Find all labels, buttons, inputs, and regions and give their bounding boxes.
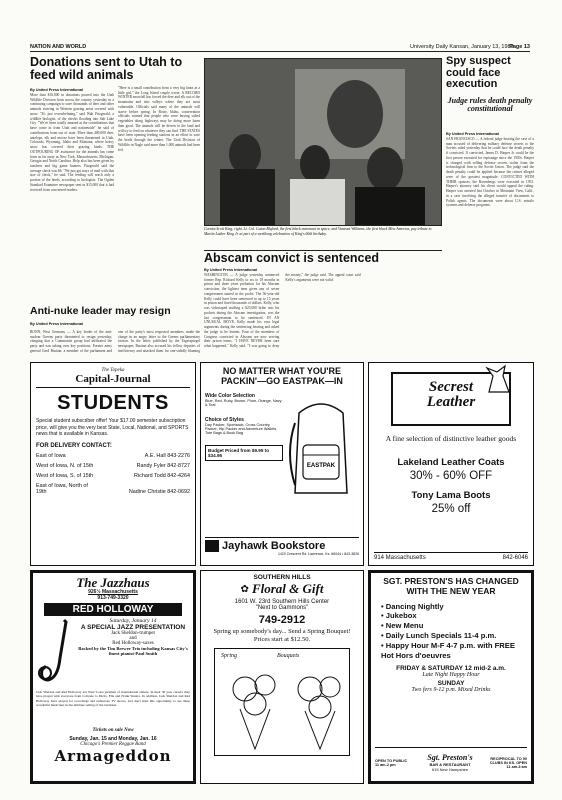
utah-body-cont: "Here is a small contribution from a very big heart at a little girl," the Long Island couple wrote. A RECORD WINTER snowfall has forced the deer and elk out of the mountains and into valleys where they are most vulnerable. Officials said many of the animals will starve before spring. In Boise, Idaho, conservation officials warned that people who were buying salted vegetables along highways may be doing more harm than good. The animals will be driven to the land and will try to feed on whatever they can find. THE STATES have been opening feeding stations in an effort to save the herds through the winter. The Utah Division of Wildlife in Nagle said more than 1,000 animals had been fed. — [118, 86, 200, 152]
jazzhaus-line3: Red Holloway-saxes — [112, 641, 154, 647]
preston-open-right: RECIPROCAL TO 90 CLUBS IN KS. OPEN 11 am-3 am — [489, 756, 527, 769]
jazzhaus-date1: Saturday, January 14 — [109, 618, 157, 624]
bullet-icon: • — [381, 621, 386, 631]
jazzhaus-band: Armageddon — [54, 747, 172, 765]
preston-title: SGT. PRESTON'S HAS CHANGED WITH THE NEW YEAR — [383, 576, 519, 596]
capital-contact-name: Nadine Christie 842-0692 — [128, 488, 190, 495]
capital-body: Special student subscriber offer! Your $17.00 semester subscription price, will give you the very best State, Local, National, and SPORTS news that is available in Kansas. — [36, 418, 189, 437]
capital-contact-row — [36, 463, 190, 469]
bullet-icon: • — [381, 611, 386, 621]
preston-item — [375, 621, 527, 631]
bullet-icon: • — [381, 631, 386, 641]
preston-logo-sub: BAR & RESTAURANT — [429, 762, 471, 767]
capital-contact-row — [36, 483, 190, 495]
abscam-story — [204, 266, 442, 356]
photo-caption-text: Coretta Scott King, right, Lt. Col. Guion Bluford, the first black astronaut in space, and Vanessa Williams, the first black Miss America, pay tribute to Martin Luther King Jr. at part of a weeklong celebration of King's 60th birthday. — [204, 227, 432, 236]
spy-story — [446, 130, 534, 356]
secrest-line4: 25% off — [431, 503, 471, 515]
secrest-line2: 30% - 60% OFF — [409, 470, 493, 482]
capital-contact-name: A.E. Hall 843-2276 — [144, 452, 190, 459]
secrest-logo — [391, 372, 511, 426]
capital-contacts — [36, 453, 190, 495]
secrest-logo1: Secrest — [428, 379, 474, 395]
spy-headline: Spy suspect could face execution — [446, 56, 511, 91]
florist-store: SOUTHERN HILLS — [253, 574, 311, 581]
paper-info: University Daily Kansan, January 13, 1989 — [410, 44, 514, 50]
preston-item — [375, 641, 527, 661]
florist-promo: Spring up somebody's day... Send a Spring Bouquet! Prices start at $12.50. — [213, 628, 351, 644]
section-label: NATION AND WORLD — [30, 44, 87, 50]
antinuke-headline: Anti-nuke leader may resign — [30, 306, 171, 317]
tribute-photo — [204, 58, 442, 226]
jayhawk-item2-title: Choice of Styles — [205, 416, 244, 423]
secrest-line1: Lakeland Leather Coats — [397, 457, 505, 468]
utah-column-2 — [118, 86, 200, 328]
florist-logo: Floral & Gift — [251, 581, 324, 596]
preston-item — [375, 602, 527, 612]
preston-friday-sub: Late Night Happy Hour — [422, 671, 480, 678]
abscam-byline: By United Press International — [204, 268, 257, 272]
unicorn-icon — [485, 364, 511, 394]
jazzhaus-body: Jack Sheldon and Red Holloway are West Coast jazzmen of international stature. In their 30 year careers they have played with everyone from Coltrane to Dizzy, Ella and Frank Sinatra. In addition, Jack Sheldon and Red Holloway have played for recordings and numerous TV shows, and don't miss this opportunity to see these wonderful musicians in the intimate setting of the Jazzhaus. — [36, 690, 190, 708]
preston-open-left: OPEN TO PUBLIC 11 am-2 pm — [375, 758, 408, 767]
florist-address: 1601 W. 23rd Southern Hills Center — [234, 599, 330, 605]
antinuke-headline-block — [30, 306, 200, 318]
jayhawk-item1-title: Wide Color Selection — [205, 392, 255, 399]
backpack-illustration — [283, 393, 359, 501]
bullet-icon: • — [381, 640, 386, 650]
secrest-phone: 842-6046 — [502, 555, 528, 561]
utah-byline: By United Press International — [30, 88, 83, 92]
capital-logo-small: The Topeka — [101, 368, 125, 373]
jayhawk-item1-text: Blue, Red, Ruby, Brown, Plum, Orange, Navy & Teal — [205, 398, 282, 407]
preston-item-text: Jukebox — [385, 611, 417, 621]
jayhawk-store: Jayhawk Bookstore — [222, 540, 326, 552]
preston-footer — [375, 747, 527, 777]
backpack-label: EASTPAK — [306, 462, 336, 469]
florist-label2: Bouquets — [277, 653, 300, 660]
preston-item-text: Happy Hour M-F 4-7 p.m. with FREE Hot Hors d'oeuvres — [381, 640, 515, 660]
page-header — [30, 44, 530, 52]
preston-item-text: Dancing Nightly — [385, 601, 444, 611]
preston-friday: FRIDAY & SATURDAY 12 mid-2 a.m. — [396, 664, 506, 672]
utah-body: More than $16,000 in donations poured into the Utah Wildlife Division from across the country yesterday in a continuing campaign to save thousands of deer and other animals starving in Western grazing areas covered with snow. "It's just overwhelming," said Walt Fitzgerald, a wildlife biologist, of the checks flooding into Salt Lake City. "We've been totally amazed at the contributions that have come in from Utah and nationwide" he said of contributions from out of state. More than 400,000 deer, antelope, elk and moose have been threatened in Utah, Colorado, Wyoming, Idaho and Montana, where heavy snow has covered their grazing lands. THE OUTPOURING OF assistance for the animals has come from as far away as New York, Massachusetts, Michigan, Georgia and North Carolina. Help also has been given by ranchers and big game hunters. Fitzgerald said the average check was $6. "We just got trays of mail with that size of check," he said. The feeding will reach only a portion of the herds, according to biologists. The Ogden Standard Examiner newspaper sent in $15,000 that it had received from concerned readers. — [30, 93, 114, 192]
capital-journal-ad — [30, 362, 196, 566]
utah-headline-block — [30, 56, 198, 84]
spy-body: SAN FRANCISCO — A federal judge hearing the case of a man accused of delivering military defense secrets to the Soviets ruled yesterday that he could face the death penalty if convicted. If convicted, James D. Harper Jr. could be the first person executed for espionage since the 1950s. Harper is charged with selling defense secrets stolen from the technological firm to the Soviet Union. The judge said the death penalty could be applied because the crimes alleged were of the greatest magnitude. CONVICTED WITH THEIR spouses, the Rosenbergs were executed in 1953. Harper's attorney said his client would appeal the ruling. Harper was arrested last October in Mountain View, Calif., in a case involving the alleged transfer of documents to Polish agents. The documents were about U.S. missile systems and defense programs. — [446, 137, 534, 208]
spy-byline: By United Press International — [446, 132, 499, 136]
spy-subhead: Judge rules death penalty constitutional — [447, 95, 533, 114]
secrest-footer — [374, 552, 528, 561]
jazzhaus-act: RED HOLLOWAY — [44, 603, 182, 616]
capital-delivery-title: FOR DELIVERY CONTACT: — [36, 442, 112, 449]
secrest-logo2: Leather — [426, 394, 476, 410]
bouquet-icon — [215, 649, 357, 755]
photo-image — [205, 59, 442, 226]
utah-column-1 — [30, 86, 114, 302]
preston-items — [375, 602, 527, 661]
photo-caption — [204, 227, 442, 245]
jazzhaus-phone: 913-749-3320 — [97, 595, 129, 601]
jazzhaus-line1: Jack Sheldon-trumpet — [111, 631, 155, 637]
florist-ad — [200, 570, 364, 784]
jazzhaus-band-intro: Chicago's Premier Reggae Band — [80, 742, 146, 747]
capital-logo-big: Capital-Journal — [75, 373, 151, 385]
saxophone-icon — [36, 618, 76, 688]
jayhawk-address: 1420 Crescent Rd. Lawrence, Ks. 66044 • 843-3826 — [278, 552, 359, 556]
capital-contact-name: Randy Fyler 842-8727 — [136, 462, 190, 469]
jazzhaus-line2: and — [129, 636, 137, 642]
jazzhaus-address: 926½ Massachusetts — [88, 589, 138, 595]
jazzhaus-line4: Backed by the Tim Brewer Trio including Kansas City's finest pianist-Paul Smith — [78, 646, 188, 657]
jazzhaus-date2: Sunday, Jan. 15 and Monday, Jan. 16 — [69, 736, 157, 742]
preston-sunday: SUNDAY — [437, 679, 465, 687]
preston-item — [375, 611, 527, 621]
capital-headline: STUDENTS — [57, 392, 169, 414]
antinuke-byline: By United Press International — [30, 322, 83, 326]
antinuke-body: BONN, West Germany — A key leader of the anti-nuclear Greens party threatened to resign yesterday, charging that a Communist group had infiltrated the party and was taking over key positions. Former army general Gerd Bastian, a member of the parliament and one of the party's most respected members, made the charge in an angry letter to the Greens parliamentary faction. In the letter, published by the Tagesspiegel newspaper, Bastian also accused his fellow deputies of inefficiency and attacked them for one-sidedly blaming — [30, 330, 200, 353]
jayhawk-headline: NO MATTER WHAT YOU'RE PACKIN'—GO EASTPAK—IN — [221, 366, 343, 386]
preston-item — [375, 631, 527, 641]
jazzhaus-name: The Jazzhaus — [76, 575, 150, 590]
secrest-address: 914 Massachusetts — [374, 555, 426, 561]
capital-contact-name: Richard Todd 842-4264 — [134, 472, 190, 479]
capital-contact-row — [36, 473, 190, 479]
jazzhaus-ad — [30, 570, 196, 784]
preston-logo: Sgt. Preston's — [427, 753, 473, 762]
abscam-headline-block — [204, 250, 442, 264]
jayhawk-footer — [205, 537, 359, 561]
utah-headline: Donations sent to Utah to feed wild animals — [30, 56, 183, 83]
jazzhaus-special: A SPECIAL JAZZ PRESENTATION — [80, 624, 186, 631]
preston-sunday-sub: Two fers 9-12 p.m. Mixed Drinks — [411, 686, 491, 693]
jayhawk-item3: Budget Priced from $9.95 to $34.95 — [205, 445, 283, 461]
capital-contact-row — [36, 453, 190, 459]
capital-contact-area: East of Iowa — [36, 452, 66, 459]
secrest-tagline: A fine selection of distinctive leather goods — [385, 434, 517, 443]
abscam-body: WASHINGTON — A judge yesterday sentenced former Rep. Richard Kelly to six to 18 months in prison and three years probation for his Abscam conviction, the lightest term given any of seven congressmen snared in the probe. The 56-year-old Kelly could have been sentenced to up to 15 years in prison and fined thousands of dollars. Kelly, who was videotaped stuffing a $25,000 bribe into his pockets during the Abscam investigation, was the last congressman to be sentenced. IN AN UNUSUAL MOVE, Kelly made his own legal arguments during the sentencing hearing and asked the judge to be lenient. Four of the members of Congress convicted in Abscam are now serving their prison terms. "I HAVE NEVER been sure what happened," Kelly said. "I was going to deny the money," the judge said. The appeal court said Kelly's arguments were not valid. — [204, 273, 361, 349]
florist-label1: Spring — [221, 653, 238, 660]
capital-contact-area: West of Iowa, N. of 15th — [36, 462, 94, 469]
jayhawk-logo-icon — [205, 540, 219, 552]
backpack-icon — [285, 393, 357, 501]
abscam-headline: Abscam convict is sentenced — [204, 251, 380, 264]
preston-item-text: Daily Lunch Specials 11-4 p.m. — [385, 631, 497, 641]
capital-contact-area: East of Iowa, North of 19th — [36, 482, 88, 495]
flower-icon: ✿ — [240, 583, 249, 595]
capital-contact-area: West of Iowa, S. of 15th — [36, 472, 94, 479]
florist-phone: 749-2912 — [258, 614, 306, 626]
secrest-ad — [368, 362, 534, 566]
page-number: Page 13 — [509, 44, 530, 50]
capital-logo — [36, 368, 190, 388]
jayhawk-ad — [200, 362, 364, 566]
bullet-icon: • — [381, 601, 386, 611]
spy-headline-block — [446, 56, 534, 134]
preston-item-text: New Menu — [385, 621, 424, 631]
preston-ad — [368, 570, 534, 784]
preston-address: 615 New Hampshire — [431, 767, 469, 772]
secrest-line3: Tony Lama Boots — [411, 490, 491, 501]
florist-near: "Next to Gammons" — [255, 605, 309, 611]
jazzhaus-tickets: Tickets on sale Now — [92, 728, 134, 733]
jayhawk-item2-text: Day Packer, Sportsack, Cross Country Packer, Hip Packer and Adventure Wallets, Tote Bags & Book Bag — [205, 422, 278, 435]
florist-illustration — [214, 648, 350, 756]
